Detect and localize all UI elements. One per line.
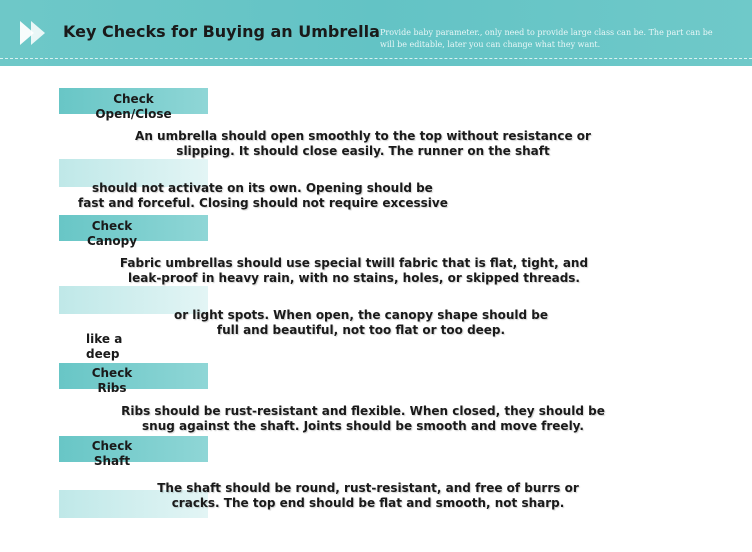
header-banner <box>0 0 752 66</box>
paragraph-line: snug against the shaft. Joints should be smooth and move freely. <box>142 419 584 433</box>
section-label-ribs <box>59 366 165 396</box>
section-label-canopy <box>59 219 165 249</box>
paragraph-line: fast and forceful. Closing should not require excessive <box>78 196 448 210</box>
section-text-shaft <box>152 481 584 511</box>
section-label-open-close <box>59 92 208 122</box>
paragraph-line: full and beautiful, not too flat or too deep. <box>216 323 506 337</box>
section-text-canopy <box>117 256 591 286</box>
header-note-line: will be editable, later you can change what they want. <box>380 40 601 49</box>
stray-text <box>86 332 122 362</box>
section-label-line: Check <box>91 366 133 380</box>
section-text-open-close <box>133 129 593 159</box>
paragraph-line: slipping. It should close easily. The runner on the shaft <box>176 144 550 158</box>
section-label-line: Check <box>91 439 133 453</box>
section-label-line: Check <box>113 92 154 106</box>
section-text-open-close-continued <box>78 181 450 211</box>
paragraph-line: leak-proof in heavy rain, with no stains, holes, or skipped threads. <box>128 271 580 285</box>
stray-line: like a <box>86 332 123 346</box>
paragraph-line: cracks. The top end should be flat and smooth, not sharp. <box>171 496 565 510</box>
section-label-line: Canopy <box>86 234 138 248</box>
header-note <box>380 27 725 51</box>
section-label-line: Check <box>91 219 133 233</box>
section-text-canopy-continued <box>172 308 550 338</box>
double-play-icon <box>20 21 50 45</box>
page-title: Key Checks for Buying an Umbrella <box>63 22 380 41</box>
paragraph-line: An umbrella should open smoothly to the top without resistance or <box>135 129 591 143</box>
header-note-line: Provide baby parameter., only need to provide large class can be. The part can be <box>380 28 713 37</box>
section-label-line: Open/Close <box>95 107 172 121</box>
stray-line: deep <box>86 347 120 361</box>
paragraph-line: should not activate on its own. Opening should be <box>92 181 433 195</box>
header-divider <box>0 58 752 59</box>
section-label-line: Shaft <box>93 454 131 468</box>
paragraph-line: or light spots. When open, the canopy shape should be <box>173 308 549 322</box>
section-label-shaft <box>59 439 165 469</box>
section-text-ribs <box>118 404 608 434</box>
paragraph-line: Ribs should be rust-resistant and flexible. When closed, they should be <box>121 404 605 418</box>
section-label-line: Ribs <box>97 381 127 395</box>
paragraph-line: The shaft should be round, rust-resistant, and free of burrs or <box>157 481 579 495</box>
paragraph-line: Fabric umbrellas should use special twill fabric that is flat, tight, and <box>119 256 589 270</box>
